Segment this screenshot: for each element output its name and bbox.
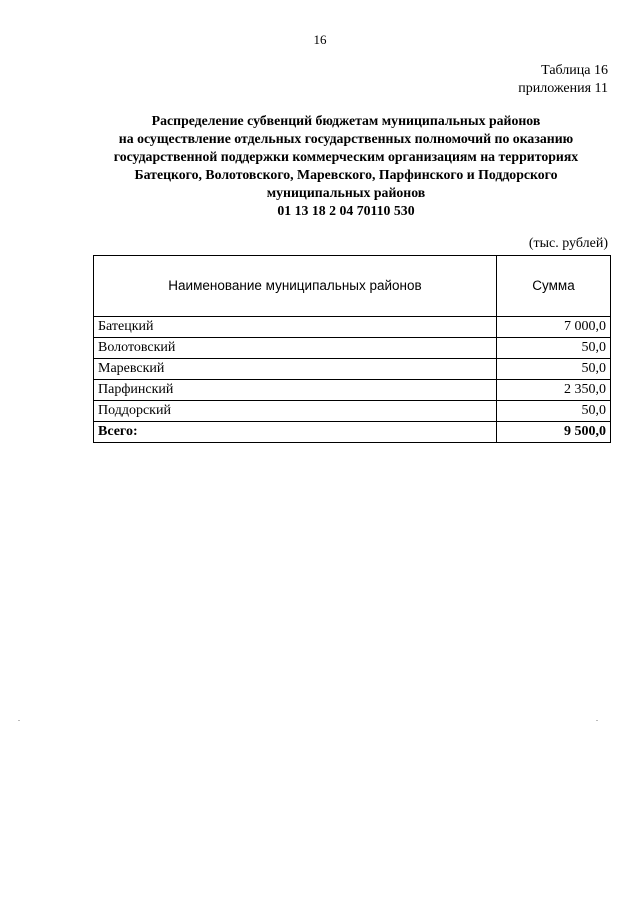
document-title (80, 112, 612, 220)
scan-mark (18, 720, 20, 721)
budget-code: 01 13 18 2 04 70110 530 (277, 203, 415, 218)
title-line: Батецкого, Волотовского, Маревского, Парфинского и Поддорского (134, 167, 558, 182)
district-name: Маревский (94, 359, 497, 380)
district-amount: 50,0 (497, 359, 611, 380)
table-row (94, 338, 611, 359)
total-label: Всего: (94, 422, 497, 443)
header-amount: Сумма (497, 256, 611, 317)
district-amount: 50,0 (497, 401, 611, 422)
district-name: Батецкий (94, 317, 497, 338)
title-line: на осуществление отдельных государственных полномочий по оказанию (118, 131, 574, 146)
district-name: Волотовский (94, 338, 497, 359)
table-row (94, 401, 611, 422)
table-row (94, 317, 611, 338)
title-line: государственной поддержки коммерческим организациям на территориях (113, 149, 579, 164)
units-note: (тыс. рублей) (528, 236, 608, 251)
district-name: Парфинский (94, 380, 497, 401)
title-line: муниципальных районов (266, 185, 426, 200)
total-amount: 9 500,0 (497, 422, 611, 443)
district-amount: 2 350,0 (497, 380, 611, 401)
header-district-name: Наименование муниципальных районов (94, 256, 497, 317)
distribution-table (93, 255, 611, 443)
title-line: Распределение субвенций бюджетам муниципальных районов (151, 113, 541, 128)
caption-table-number: Таблица 16 (541, 63, 608, 78)
table-row (94, 359, 611, 380)
table-row (94, 380, 611, 401)
caption-appendix: приложения 11 (518, 81, 608, 96)
district-amount: 50,0 (497, 338, 611, 359)
table-caption (518, 62, 608, 98)
table-header-row (94, 256, 611, 317)
scan-mark (596, 720, 598, 721)
district-name: Поддорский (94, 401, 497, 422)
district-amount: 7 000,0 (497, 317, 611, 338)
page-number: 16 (313, 32, 327, 47)
total-row (94, 422, 611, 443)
